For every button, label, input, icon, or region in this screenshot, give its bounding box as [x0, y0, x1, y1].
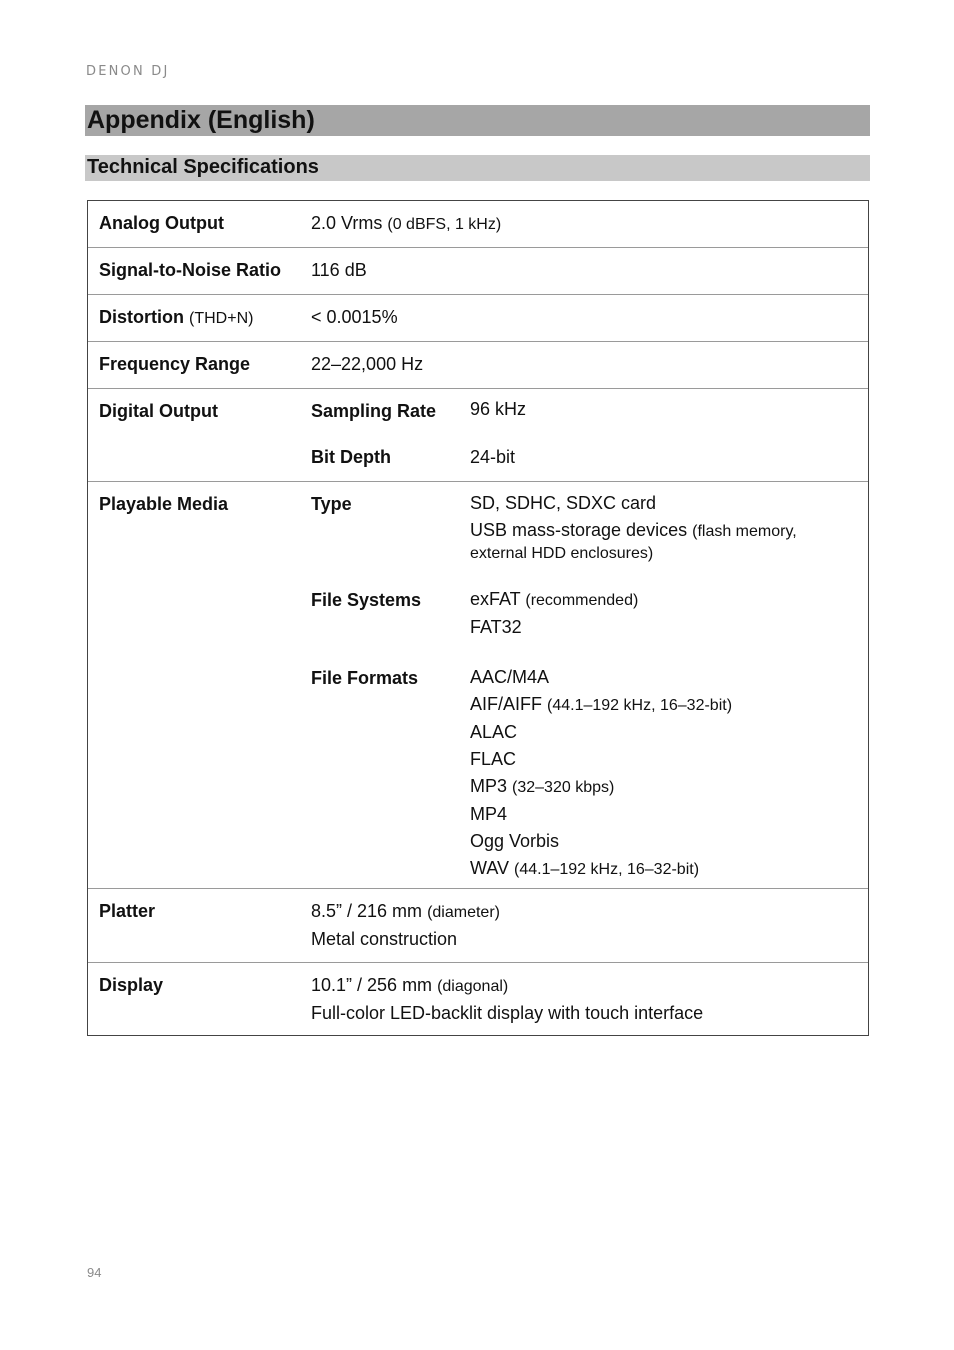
sub-value — [470, 664, 868, 883]
spec-label: Analog Output — [99, 213, 224, 233]
sub-value — [470, 586, 868, 641]
spec-row-digital-output — [88, 389, 868, 482]
spec-label-note: (THD+N) — [189, 310, 254, 327]
sub-label: File Systems — [311, 590, 422, 610]
spec-value — [311, 482, 868, 888]
section-heading: Technical Specifications — [87, 156, 319, 178]
fs-item-note: (recommended) — [525, 592, 639, 609]
spec-value-text: 10.1” / 256 mm — [311, 975, 433, 995]
sub-label: Bit Depth — [311, 447, 391, 467]
type-item-note: external HDD enclosures) — [470, 545, 654, 562]
spec-value — [311, 201, 868, 247]
sub-row-file-systems — [311, 586, 868, 641]
spec-label: Digital Output — [99, 401, 218, 421]
sub-row-file-formats — [311, 664, 868, 883]
spec-row-platter — [88, 889, 868, 963]
type-item-text: USB mass-storage devices — [470, 520, 688, 540]
spec-row-playable-media — [88, 482, 868, 889]
section-heading-bar — [85, 155, 870, 181]
spec-value — [311, 889, 868, 962]
format-item-text: WAV — [470, 858, 509, 878]
spec-value: 116 dB — [311, 260, 367, 280]
format-item: AAC/M4A — [470, 667, 550, 687]
spec-value-line: Metal construction — [311, 929, 458, 949]
spec-value-line: Full-color LED-backlit display with touch interface — [311, 1003, 704, 1023]
spec-table — [87, 200, 869, 1036]
spec-value-note: (diameter) — [427, 904, 500, 921]
spec-value-line — [311, 898, 868, 926]
type-item: SD, SDHC, SDXC card — [470, 493, 657, 513]
format-item — [470, 691, 868, 719]
sub-row-type — [311, 490, 868, 564]
appendix-heading-bar — [85, 105, 870, 136]
fs-item — [470, 586, 868, 614]
appendix-heading: Appendix (English) — [87, 106, 315, 134]
spec-row-frequency-range — [88, 342, 868, 389]
sub-label: Sampling Rate — [311, 401, 437, 421]
spec-value — [311, 963, 868, 1035]
spec-label — [88, 295, 311, 341]
format-item-text: MP3 — [470, 776, 508, 796]
sub-row-bit-depth — [311, 447, 868, 468]
sub-label: File Formats — [311, 668, 419, 688]
format-item-note: (32–320 kbps) — [512, 779, 615, 796]
spec-value-line — [311, 972, 868, 1000]
format-item: ALAC — [470, 722, 518, 742]
format-item — [470, 855, 868, 883]
sub-value: 96 kHz — [470, 399, 527, 419]
type-item — [470, 517, 868, 564]
fs-item: FAT32 — [470, 617, 522, 637]
sub-label: Type — [311, 494, 352, 514]
brand-logo: DENON DJ — [86, 64, 170, 79]
spec-row-snr — [88, 248, 868, 295]
sub-value: 24-bit — [470, 447, 516, 467]
format-item — [470, 773, 868, 801]
spec-value-note: (0 dBFS, 1 kHz) — [387, 216, 502, 233]
spec-row-distortion — [88, 295, 868, 342]
format-item-note: (44.1–192 kHz, 16–32-bit) — [547, 697, 733, 714]
spec-value-text: 2.0 Vrms — [311, 213, 383, 233]
spec-value-text: 8.5” / 216 mm — [311, 901, 423, 921]
spec-label: Frequency Range — [99, 354, 251, 374]
format-item-text: AIF/AIFF — [470, 694, 542, 714]
spec-label: Display — [99, 975, 164, 995]
spec-value: 22–22,000 Hz — [311, 354, 424, 374]
spec-row-display — [88, 963, 868, 1035]
spec-label: Platter — [99, 901, 156, 921]
spec-value: < 0.0015% — [311, 307, 398, 327]
format-item: Ogg Vorbis — [470, 831, 560, 851]
type-item-note: (flash memory, — [692, 523, 797, 540]
format-item: MP4 — [470, 804, 508, 824]
spec-label: Signal-to-Noise Ratio — [99, 260, 282, 280]
spec-row-analog-output — [88, 201, 868, 248]
fs-item-text: exFAT — [470, 589, 521, 609]
spec-value — [311, 389, 868, 481]
sub-value — [470, 490, 868, 564]
sub-row-sampling-rate — [311, 399, 868, 422]
format-item-note: (44.1–192 kHz, 16–32-bit) — [514, 861, 700, 878]
spec-label: Playable Media — [99, 494, 229, 514]
page-number: 94 — [87, 1265, 102, 1280]
format-item: FLAC — [470, 749, 517, 769]
spec-label-text: Distortion — [99, 307, 184, 327]
spec-value-note: (diagonal) — [437, 978, 509, 995]
